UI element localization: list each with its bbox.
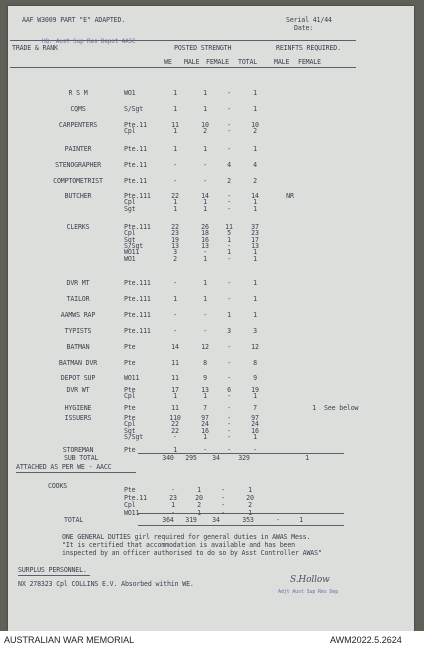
we-cell: 1 [173,105,177,113]
total-cell: 1 [253,279,257,287]
we-cell: 1 [171,501,175,510]
trade-rank-header: TRADE & RANK [12,44,58,52]
we-cell: 1 [173,198,177,207]
male-cell: - [203,446,207,454]
subtotal-male: 295 [185,454,197,462]
total-cell: 14 [251,192,259,200]
total-cell: 20 [246,493,254,502]
document-page [8,6,414,631]
officer-signature: S.Hollow [290,575,330,585]
date-label: Date: [294,24,314,32]
we-cell: 11 [171,121,179,129]
note-cell: See below [324,404,359,412]
male-cell: 18 [201,229,209,238]
rank-cell: Cpl [124,127,136,136]
rank-cell: Cpl [124,198,136,207]
we-cell: 11 [171,374,179,382]
female-cell: - [227,414,231,422]
we-cell: 22 [171,192,179,200]
total-cell: 1 [253,89,257,97]
reinf-female-header: FEMALE [298,58,321,66]
male-cell: - [203,311,207,319]
total-cell: 1 [253,198,257,207]
rank-cell: Pte.111 [124,279,151,287]
total-total: 353 [242,516,254,524]
rank-cell: Pte.11 [124,121,147,129]
female-cell: - [227,127,231,136]
archive-reference: AWM2022.5.2624 [330,635,402,645]
rank-cell: Pte.111 [124,192,151,200]
note-line-1: ONE GENERAL DUTIES girl required for general duties in AWAS Mess. [62,533,311,541]
we-cell: 23 [169,493,177,502]
female-cell: - [227,204,231,213]
female-cell: - [227,446,231,454]
female-cell: 1 [227,235,231,244]
total-cell: 97 [251,414,259,422]
unit-stamp: HQ. Aust Sup Res Depot AASC [42,38,136,45]
total-male: 319 [185,516,197,524]
total-cell: 16 [251,426,259,435]
female-cell: - [227,279,231,287]
trade-label: BATMAN [66,343,90,351]
total-cell: 12 [251,343,259,351]
female-cell: - [227,192,231,200]
we-cell: - [173,161,177,169]
male-cell: 1 [203,392,207,401]
we-cell: 1 [173,89,177,97]
male-cell: 1 [197,486,201,494]
trade-label: HYGIENE [64,404,92,412]
we-col-header: WE [164,58,172,66]
male-cell: 1 [203,432,207,441]
total-cell: 23 [251,229,259,238]
rank-cell: Pte.111 [124,223,151,231]
male-cell: 1 [203,89,207,97]
reinf-male-cell: NR [286,192,294,200]
total-cell: 24 [251,420,259,429]
total-label: TOTAL [64,516,84,524]
we-cell: 17 [171,386,179,394]
female-cell: - [227,105,231,113]
female-cell: - [227,404,231,412]
male-cell: 1 [197,508,201,517]
male-cell: 16 [201,235,209,244]
total-cell: 1 [253,254,257,263]
rank-cell: WO11 [124,248,140,257]
note-line-3: inspected by an officer authorised to do so by Asst Controller AWAS" [62,549,322,557]
female-cell: - [227,241,231,250]
we-cell: 22 [171,420,179,429]
total-rule-bottom [138,525,344,526]
male-cell: - [203,177,207,185]
we-cell: - [171,508,175,517]
trade-label: R S M [68,89,88,97]
female-cell: - [227,392,231,401]
trade-label: STOREMAN [62,446,94,454]
we-cell: 2 [173,254,177,263]
posted-strength-header: POSTED STRENGTH [174,44,232,52]
rank-cell: Pte [124,343,136,351]
male-cell: 9 [203,374,207,382]
total-reinf-male: 1 [299,516,303,524]
total-cell: 4 [253,161,257,169]
female-cell: - [227,145,231,153]
reinforcements-header: REINFTS REQUIRED. [276,44,341,52]
we-cell: 11 [171,404,179,412]
rank-cell: Cpl [124,420,136,429]
rank-cell: Pte.111 [124,327,151,335]
we-cell: - [173,432,177,441]
archive-name: AUSTRALIAN WAR MEMORIAL [4,635,135,645]
we-cell: 1 [173,127,177,136]
rank-cell: Pte [124,359,136,367]
we-cell: 13 [171,241,179,250]
trade-label: CARPENTERS [58,121,98,129]
male-cell: 1 [203,295,207,303]
male-cell: 1 [203,204,207,213]
attached-underline [16,472,136,473]
rank-cell: Pte.111 [124,295,151,303]
female-cell: - [221,493,225,502]
male-cell: 1 [203,198,207,207]
total-dash: - [276,516,280,524]
rank-cell: WO11 [124,374,140,382]
archive-footer [0,631,424,653]
male-cell: 8 [203,359,207,367]
trade-label: DVR WT [66,386,90,394]
rank-cell: Pte.111 [124,311,151,319]
male-cell: 2 [203,127,207,136]
we-cell: 14 [171,343,179,351]
total-female: 34 [212,516,220,524]
male-cell: - [203,327,207,335]
subtotal-we: 340 [162,454,174,462]
total-cell: 1 [253,295,257,303]
trade-label: TAILOR [66,295,90,303]
trade-label: BATMAN DVR [58,359,98,367]
subtotal-label: SUB TOTAL [64,454,99,462]
rank-cell: Sgt [124,426,136,435]
male-cell: 1 [203,254,207,263]
rank-cell: Pte [124,386,136,394]
female-cell: - [227,89,231,97]
female-cell: - [227,121,231,129]
female-cell: 4 [227,161,231,169]
total-cell: 1 [253,105,257,113]
we-cell: 1 [173,392,177,401]
rank-cell: Cpl [124,392,136,401]
female-cell: - [227,198,231,207]
total-cell: - [253,446,257,454]
total-rule-top [138,513,344,514]
surplus-heading: SURPLUS PERSONNEL. [18,566,87,574]
rank-cell: Pte.11 [124,161,147,169]
adjutant-stamp: Adjt Aust Sup Res Dep [278,589,339,595]
rank-cell: Sgt [124,235,136,244]
total-cell: 13 [251,241,259,250]
we-cell: 110 [169,414,181,422]
male-cell: 14 [201,192,209,200]
male-cell: 13 [201,241,209,250]
rank-cell: Pte [124,486,136,494]
female-cell: 11 [225,223,233,231]
note-line-2: "It is certified that accommodation is available and has been [62,541,296,549]
form-number: AAF W3009 PART "E" ADAPTED. [22,16,126,24]
male-col-header: MALE [184,58,200,66]
rank-cell: S/Sgt [124,105,144,113]
female-cell: - [221,486,225,494]
male-cell: 1 [203,105,207,113]
we-cell: 1 [173,145,177,153]
attached-heading: ATTACHED AS PER WE - AACC [16,463,112,471]
we-cell: - [173,177,177,185]
reinf-male-cell: 1 [312,404,316,412]
total-cell: 2 [253,127,257,136]
female-cell: - [227,359,231,367]
total-cell: 1 [253,392,257,401]
reinf-male-header: MALE [274,58,290,66]
we-cell: 3 [173,248,177,257]
we-cell: - [173,311,177,319]
rank-cell: Pte [124,446,136,454]
male-cell: 13 [201,386,209,394]
male-cell: 24 [201,420,209,429]
total-col-header: TOTAL [238,58,258,66]
female-cell: - [227,426,231,435]
subtotal-reinf-male: 1 [305,454,309,462]
male-cell: 12 [201,343,209,351]
total-cell: 1 [248,486,252,494]
trade-label: STENOGRAPHER [55,161,101,169]
total-cell: 1 [253,204,257,213]
we-cell: 1 [173,446,177,454]
male-cell: 26 [201,223,209,231]
rank-cell: S/Sgt [124,432,144,441]
female-cell: 6 [227,386,231,394]
total-cell: 1 [253,311,257,319]
female-cell: 5 [227,229,231,238]
male-cell: 20 [195,493,203,502]
trade-label: AAMWS RAP [60,311,96,319]
we-cell: 22 [171,426,179,435]
male-cell: 1 [203,145,207,153]
rank-cell: Sgt [124,204,136,213]
we-cell: - [173,327,177,335]
trade-label: DVR MT [66,279,90,287]
we-cell: - [171,486,175,494]
female-cell: - [227,295,231,303]
male-cell: 1 [203,279,207,287]
we-cell: 1 [173,204,177,213]
female-cell: - [227,432,231,441]
trade-label: TYPISTS [64,327,92,335]
rank-cell: Pte [124,404,136,412]
male-cell: - [203,161,207,169]
subtotal-female: 34 [212,454,220,462]
trade-label: DEPOT SUP [60,374,96,382]
we-cell: 11 [171,359,179,367]
rank-cell: Cpl [124,501,136,510]
trade-label: CQMS [70,105,86,113]
total-cell: 1 [253,432,257,441]
trade-label: COMPTOMETRIST [53,177,103,185]
female-cell: 1 [227,311,231,319]
surplus-entry: NX 278323 Cpl COLLINS E.V. Absorbed within WE. [18,580,194,588]
rank-cell: Pte.11 [124,177,147,185]
female-cell: - [227,374,231,382]
trade-label: ISSUERS [64,414,92,422]
female-cell: 1 [227,248,231,257]
surplus-underline [18,575,90,576]
total-cell: 1 [253,145,257,153]
we-cell: 1 [173,295,177,303]
total-cell: 9 [253,374,257,382]
male-cell: 97 [201,414,209,422]
female-cell: 3 [227,327,231,335]
female-cell: - [227,343,231,351]
rank-cell: WO1 [124,254,136,263]
female-col-header: FEMALE [206,58,229,66]
total-cell: 10 [251,121,259,129]
serial-number: Serial 41/44 [286,16,332,24]
total-cell: 19 [251,386,259,394]
rank-cell: Pte [124,414,136,422]
total-cell: 17 [251,235,259,244]
rank-cell: Cpl [124,229,136,238]
we-cell: - [173,279,177,287]
trade-label: CLERKS [66,223,90,231]
rank-cell: WO1 [124,89,136,97]
we-cell: 22 [171,223,179,231]
total-cell: 3 [253,327,257,335]
we-cell: 19 [171,235,179,244]
male-cell: - [203,248,207,257]
total-we: 364 [162,516,174,524]
total-cell: 8 [253,359,257,367]
female-cell: - [227,254,231,263]
female-cell: - [227,420,231,429]
subtotal-total: 329 [238,454,250,462]
rank-cell: Pte.11 [124,493,147,502]
rank-cell: WO11 [124,508,140,517]
total-cell: 7 [253,404,257,412]
total-cell: 1 [248,508,252,517]
header-rule-bottom [10,67,356,68]
female-cell: - [221,508,225,517]
male-cell: 7 [203,404,207,412]
female-cell: 2 [227,177,231,185]
rank-cell: Pte.11 [124,145,147,153]
total-cell: 2 [248,501,252,510]
total-cell: 37 [251,223,259,231]
cooks-label: COOKS [48,482,68,490]
trade-label: BUTCHER [64,192,92,200]
we-cell: 23 [171,229,179,238]
rank-cell: S/Sgt [124,241,144,250]
male-cell: 2 [197,501,201,510]
trade-label: PAINTER [64,145,92,153]
female-cell: - [221,501,225,510]
male-cell: 16 [201,426,209,435]
male-cell: 10 [201,121,209,129]
total-cell: 2 [253,177,257,185]
total-cell: 1 [253,248,257,257]
header-rule-top [10,40,356,41]
